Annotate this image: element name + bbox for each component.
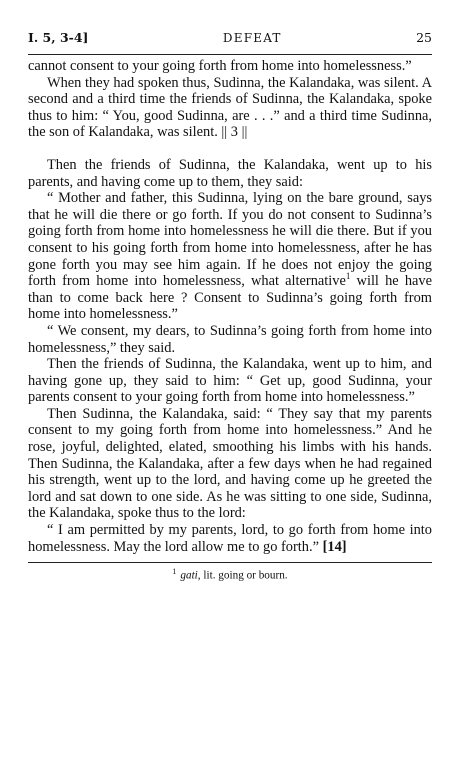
paragraph: cannot consent to your going forth from home into homelessness.” bbox=[28, 58, 412, 74]
paragraph bbox=[28, 522, 432, 555]
body-text bbox=[28, 58, 432, 555]
section-break bbox=[28, 141, 432, 157]
paragraph-text: will he have than to come back here ? Consent to Sudinna’s going forth from home into homelessness.” bbox=[28, 273, 432, 323]
footnote bbox=[28, 567, 432, 582]
footnote-term: gati bbox=[180, 569, 198, 582]
paragraph: Then the friends of Sudinna, the Kalandaka, went up to him, and having gone up, they said to him: “ Get up, good Sudinna, your parents consent to your going forth from home into homelessness.” bbox=[28, 356, 432, 406]
footnote-text: , lit. going or bourn. bbox=[197, 569, 288, 582]
page-header bbox=[28, 30, 432, 48]
page-number: 25 bbox=[416, 30, 432, 45]
paragraph-text: “ Mother and father, this Sudinna, lying on the bare ground, says that he will die there or go forth. If you do not consent to Sudinna’s going forth from home into homelessness he will die there. But if you consent to his going forth from home into homelessness, after he has gone forth you may see him again. If he does not enjoy the going forth from home into homelessness, what alternative bbox=[28, 190, 432, 290]
paragraph: When they had spoken thus, Sudinna, the Kalandaka, was silent. A second and a third time the friends of Sudinna, the Kalandaka, spoke thus to him: “ You, good Sudinna, are . . .” and a third time Sudinna, the son of Kalandaka, was silent. || 3 || bbox=[28, 74, 432, 141]
page bbox=[28, 30, 432, 582]
header-rule bbox=[28, 54, 432, 55]
paragraph-text: “ I am permitted by my parents, lord, to go forth from home into homelessness. May the lord allow me to go forth.” bbox=[28, 522, 432, 555]
paragraph: “ We consent, my dears, to Sudinna’s going forth from home into homelessness,” they said. bbox=[28, 322, 432, 356]
footnote-mark: 1 bbox=[172, 567, 177, 577]
paragraph bbox=[28, 190, 432, 323]
paragraph: Then the friends of Sudinna, the Kalandaka, went up to his parents, and having come up to them, they said: bbox=[28, 156, 432, 190]
footnote-reference: 1 bbox=[345, 271, 351, 282]
footnote-rule bbox=[28, 562, 432, 563]
running-title: DEFEAT bbox=[222, 31, 282, 45]
paragraph: Then Sudinna, the Kalandaka, said: “ They say that my parents consent to my going forth from home into homelessness.” And he rose, joyful, delighted, elated, smoothing his limbs with his hands. Then Sudinna, the Kalandaka, after a few days when he had regained his strength, went up to the lord, and having come up he greeted the lord and sat down to one side. As he was sitting to one side, Sudinna, the Kalandaka, spoke thus to the lord: bbox=[28, 405, 432, 522]
section-reference: I. 5, 3-4] bbox=[28, 30, 89, 45]
page-marker: [14] bbox=[322, 538, 347, 555]
